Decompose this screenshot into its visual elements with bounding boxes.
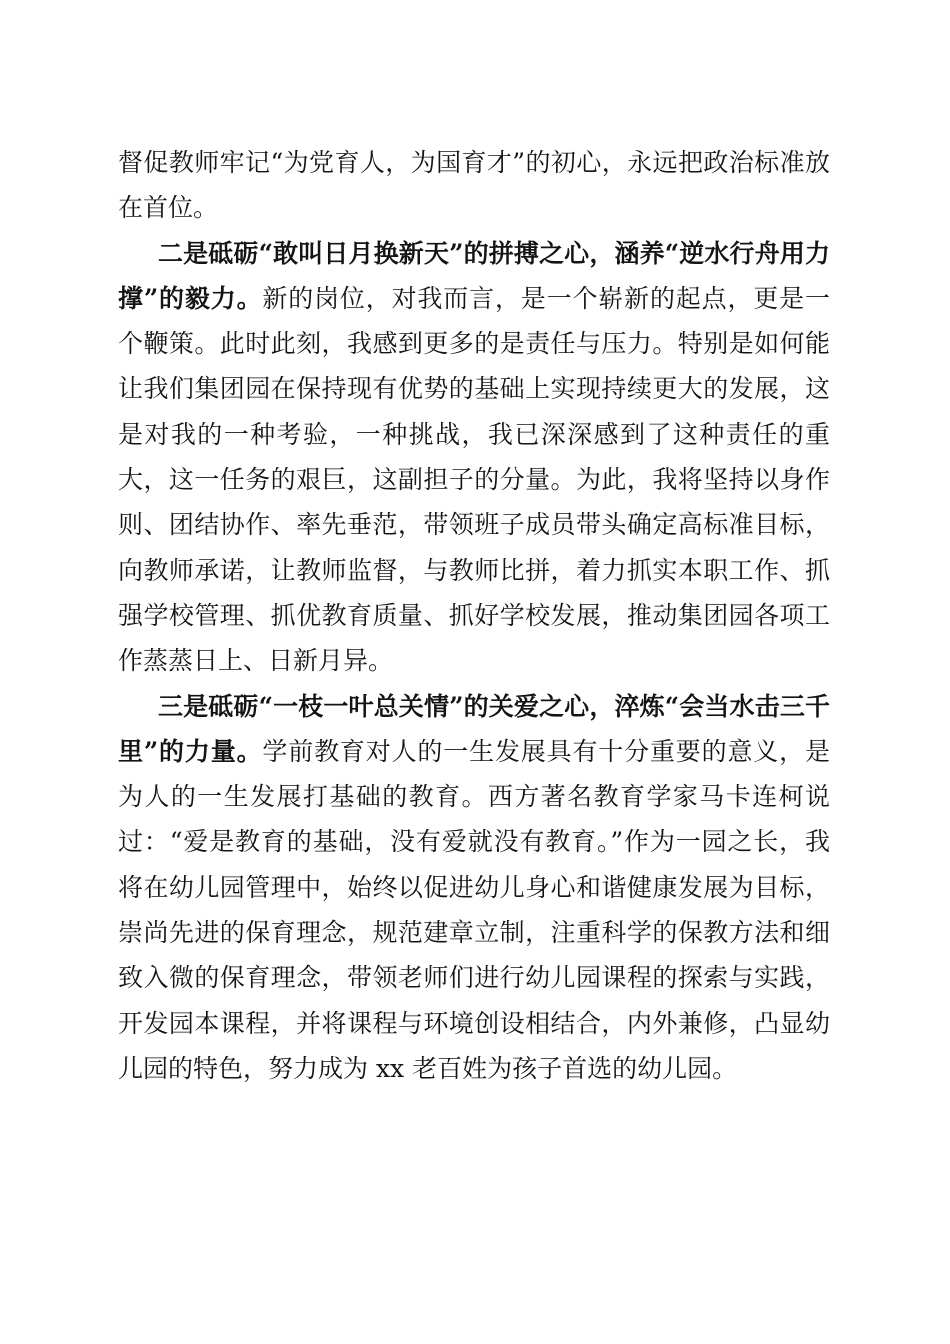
paragraph-body: 督促教师牢记“为党育人，为国育才”的初心，永远把政治标准放在首位。 xyxy=(118,148,830,223)
paragraph-body: 新的岗位，对我而言，是一个崭新的起点，更是一个鞭策。此时此刻，我感到更多的是责任与压力。特别是如何能让我们集团园在保持现有优势的基础上实现持续更大的发展，这是对我的一种考验，一种挑战，我已深深感到了这种责任的重大，这一任务的艰巨，这副担子的分量。为此，我将坚持以身作则、团结协作、率先垂范，带领班子成员带头确定高标准目标，向教师承诺，让教师监督，与教师比拼，着力抓实本职工作、抓强学校管理、抓优教育质量、抓好学校发展，推动集团园各项工作蒸蒸日上、日新月异。 xyxy=(118,283,830,676)
paragraph-point-two xyxy=(118,231,830,684)
paragraph-continuation xyxy=(118,140,830,231)
paragraph-body: 学前教育对人的一生发展具有十分重要的意义，是为人的一生发展打基础的教育。西方著名教育学家马卡连柯说过：“爱是教育的基础，没有爱就没有教育。”作为一园之长，我将在幼儿园管理中，始终以促进幼儿身心和谐健康发展为目标，崇尚先进的保育理念，规范建章立制，注重科学的保教方法和细致入微的保育理念，带领老师们进行幼儿园课程的探索与实践，开发园本课程，并将课程与环境创设相结合，内外兼修，凸显幼儿园的特色，努力成为 xx 老百姓为孩子首选的幼儿园。 xyxy=(118,736,830,1083)
document-body xyxy=(118,140,830,1091)
paragraph-lead: 二是砥砺“敢叫日月换新天”的拼搏之心，涵养“逆水行舟用力撑”的毅力。 xyxy=(118,238,830,313)
paragraph-lead: 三是砥砺“一枝一叶总关情”的关爱之心，淬炼“会当水击三千里”的力量。 xyxy=(118,691,830,766)
paragraph-point-three xyxy=(118,684,830,1092)
